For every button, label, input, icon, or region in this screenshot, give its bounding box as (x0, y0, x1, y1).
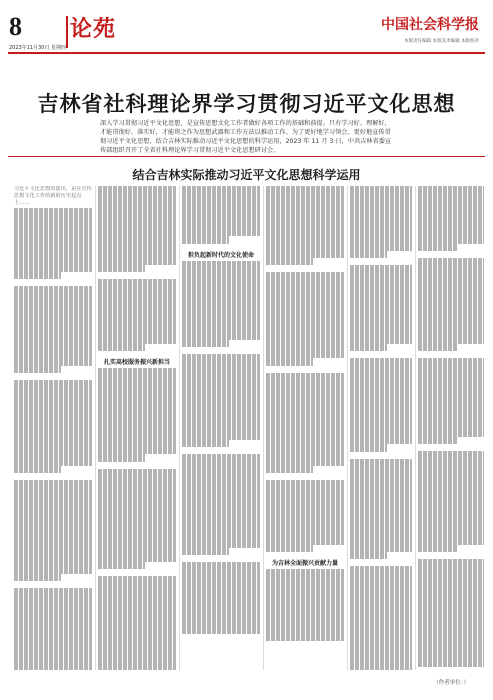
paper-name: 中国社会科学报 (381, 17, 479, 33)
section-heading-2: 扎实高校服务振兴新担当 (103, 359, 170, 367)
text-column-3 (182, 186, 260, 670)
paper-meta: 本版责任编辑 本版美术编辑 本版校对 (404, 39, 479, 44)
column-divider (415, 186, 416, 670)
text-column-1 (14, 186, 92, 670)
lead-paragraph: 深入学习贯彻习近平文化思想，是宣传思想文化工作者做好各项工作的基础和前提。只有学习好、理解好，才能贯彻好、落实好，才能将之作为思想武器和工作方法以推动工作。为了更好地学习领会、更好地宣传贯彻习近平文化思想，结合吉林实际推动习近平文化思想的科学运用，2023 年 11 月 3 日，中共吉林省委宣传部组织召开了全省社科理论界学习贯彻习近平文化思想研讨会。 (100, 120, 392, 154)
headline: 吉林省社科理论界学习贯彻习近平文化思想 (37, 92, 456, 116)
column-intro: 习近平文化思想的提出，是在宣传思想文化工作的新的历史起点上…… (14, 186, 92, 207)
section-title: 论苑 (70, 16, 117, 42)
page-number: 8 (9, 12, 22, 41)
text-column-2 (98, 186, 176, 670)
text-column-4 (266, 186, 344, 670)
date-line: 2023年11月30日 星期四 (9, 45, 67, 51)
column-divider (263, 186, 264, 670)
text-column-6 (418, 186, 484, 670)
column-divider (95, 186, 96, 670)
section-divider (66, 16, 68, 48)
text-column-5 (350, 186, 412, 670)
column-divider (347, 186, 348, 670)
author-note: （作者单位：） (433, 680, 469, 686)
article-subhead: 结合吉林实际推动习近平文化思想科学运用 (132, 168, 361, 182)
masthead-rule (8, 52, 485, 54)
column-divider (179, 186, 180, 670)
section-heading-1: 担负起新时代的文化使命 (187, 251, 254, 259)
section-heading-3: 为吉林全面振兴贡献力量 (271, 560, 338, 567)
headline-rule (8, 156, 485, 157)
